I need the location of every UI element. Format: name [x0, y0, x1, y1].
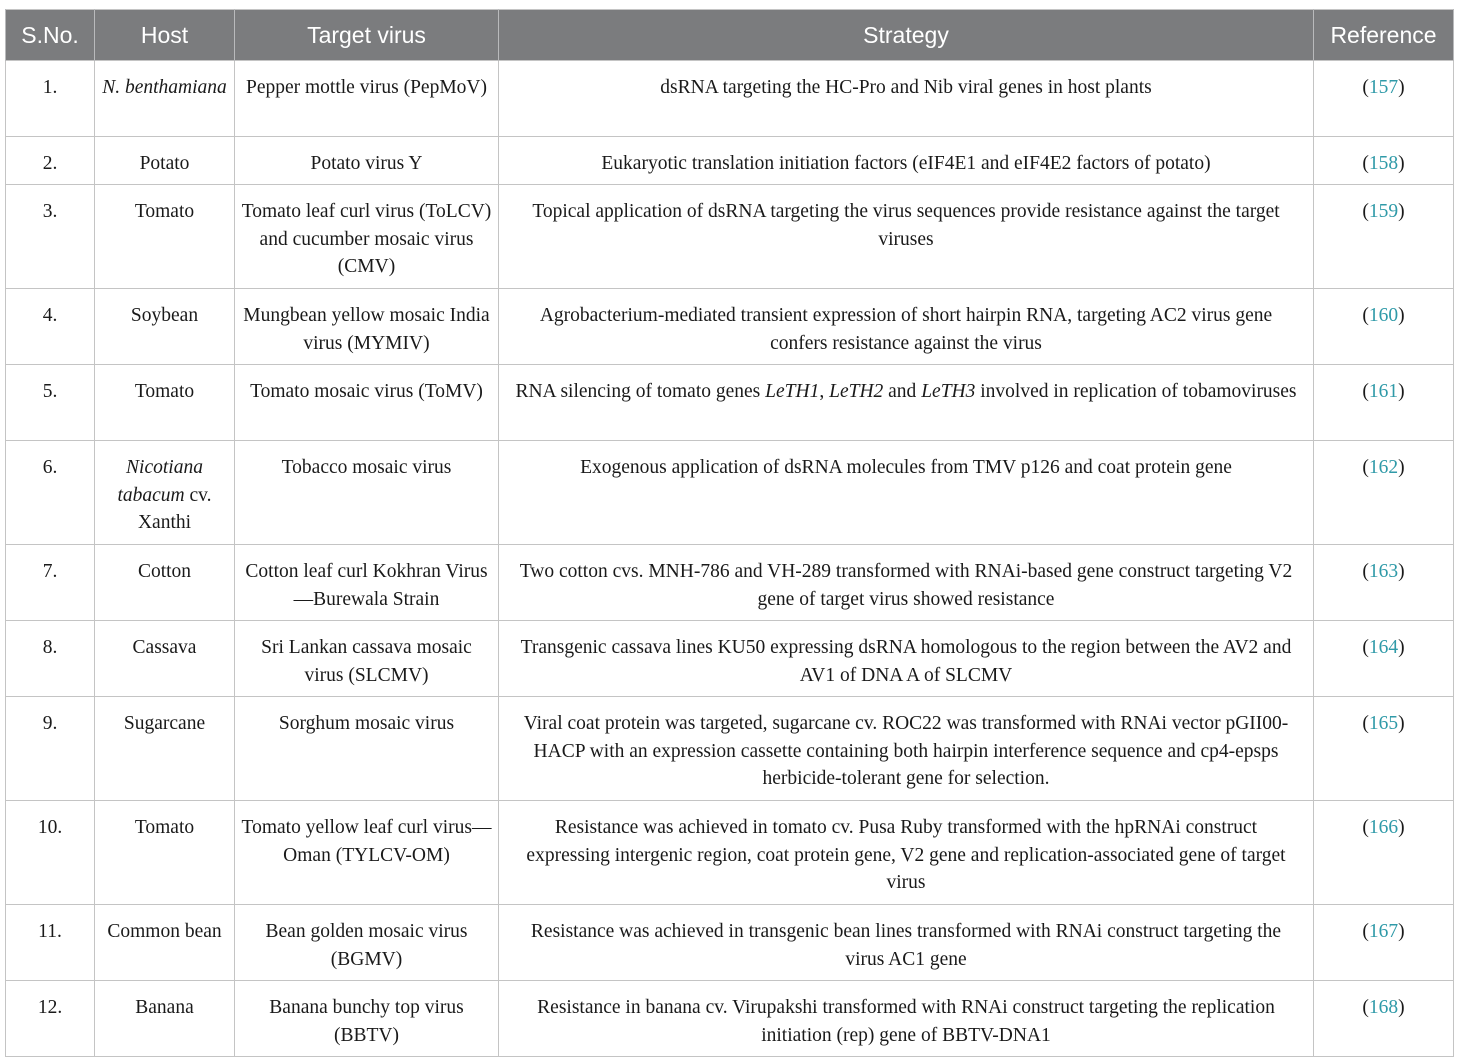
cell-reference: (165) — [1314, 697, 1454, 801]
table-row — [6, 621, 1454, 697]
reference-link[interactable]: 160 — [1368, 305, 1399, 326]
reference-link[interactable]: 167 — [1368, 921, 1399, 942]
cell-reference: (168) — [1314, 981, 1454, 1057]
table-row — [6, 289, 1454, 365]
cell-target-virus: Tomato mosaic virus (ToMV) — [235, 365, 499, 441]
host-italic: N. benthamiana — [102, 77, 227, 98]
reference-link[interactable]: 158 — [1368, 153, 1399, 174]
cell-reference: (160) — [1314, 289, 1454, 365]
cell-target-virus: Potato virus Y — [235, 137, 499, 185]
cell-strategy: Transgenic cassava lines KU50 expressing dsRNA homologous to the region between the AV2 and AV1 of DNA A of SLCMV — [499, 621, 1314, 697]
table-row — [6, 137, 1454, 185]
cell-target-virus: Mungbean yellow mosaic India virus (MYMIV) — [235, 289, 499, 365]
cell-strategy: Eukaryotic translation initiation factors (eIF4E1 and eIF4E2 factors of potato) — [499, 137, 1314, 185]
table-row — [6, 61, 1454, 137]
cell-host: Tomato — [95, 185, 235, 289]
cell-strategy: dsRNA targeting the HC-Pro and Nib viral genes in host plants — [499, 61, 1314, 137]
cell-sno: 3. — [6, 185, 95, 289]
cell-sno: 7. — [6, 545, 95, 621]
table-row — [6, 981, 1454, 1057]
reference-link[interactable]: 166 — [1368, 817, 1399, 838]
cell-reference: (157) — [1314, 61, 1454, 137]
cell-strategy: Two cotton cvs. MNH-786 and VH-289 transformed with RNAi-based gene construct targeting V2 gene of target virus showed resistance — [499, 545, 1314, 621]
reference-link[interactable]: 159 — [1368, 201, 1399, 222]
cell-target-virus: Pepper mottle virus (PepMoV) — [235, 61, 499, 137]
cell-strategy: Resistance in banana cv. Virupakshi transformed with RNAi construct targeting the replication initiation (rep) gene of BBTV-DNA1 — [499, 981, 1314, 1057]
cell-host: Cotton — [95, 545, 235, 621]
cell-sno: 4. — [6, 289, 95, 365]
table-row — [6, 365, 1454, 441]
cell-target-virus: Cotton leaf curl Kokhran Virus—Burewala Strain — [235, 545, 499, 621]
cell-host: Common bean — [95, 905, 235, 981]
cell-host: Cassava — [95, 621, 235, 697]
cell-reference: (158) — [1314, 137, 1454, 185]
reference-link[interactable]: 162 — [1368, 457, 1399, 478]
table-header — [6, 10, 1454, 61]
reference-link[interactable]: 165 — [1368, 713, 1399, 734]
cell-sno: 12. — [6, 981, 95, 1057]
cell-sno: 1. — [6, 61, 95, 137]
cell-strategy: Topical application of dsRNA targeting the virus sequences provide resistance against the target viruses — [499, 185, 1314, 289]
reference-link[interactable]: 157 — [1368, 77, 1399, 98]
cell-sno: 9. — [6, 697, 95, 801]
cell-target-virus: Bean golden mosaic virus (BGMV) — [235, 905, 499, 981]
cell-strategy: Viral coat protein was targeted, sugarcane cv. ROC22 was transformed with RNAi vector pGII00-HACP with an expression cassette containing both hairpin interference sequence and cp4-epsps herbicide-tolerant gene for selection. — [499, 697, 1314, 801]
cell-host: Soybean — [95, 289, 235, 365]
cell-sno: 2. — [6, 137, 95, 185]
cell-strategy: Exogenous application of dsRNA molecules from TMV p126 and coat protein gene — [499, 441, 1314, 545]
table-row — [6, 545, 1454, 621]
reference-link[interactable]: 163 — [1368, 561, 1399, 582]
cell-target-virus: Sorghum mosaic virus — [235, 697, 499, 801]
header-target-virus: Target virus — [235, 10, 499, 61]
cell-host: Nicotiana tabacum cv. Xanthi — [95, 441, 235, 545]
header-reference: Reference — [1314, 10, 1454, 61]
header-strategy: Strategy — [499, 10, 1314, 61]
cell-host: Tomato — [95, 801, 235, 905]
cell-reference: (159) — [1314, 185, 1454, 289]
cell-sno: 5. — [6, 365, 95, 441]
table-body — [6, 61, 1454, 1057]
cell-reference: (161) — [1314, 365, 1454, 441]
reference-link[interactable]: 168 — [1368, 997, 1399, 1018]
table-row — [6, 905, 1454, 981]
reference-link[interactable]: 161 — [1368, 381, 1399, 402]
cell-sno: 11. — [6, 905, 95, 981]
cell-host: Potato — [95, 137, 235, 185]
gene-name: LeTH3 — [921, 381, 976, 402]
gene-name: LeTH2 — [829, 381, 884, 402]
cell-strategy: Resistance was achieved in transgenic bean lines transformed with RNAi construct targeting the virus AC1 gene — [499, 905, 1314, 981]
cell-reference: (162) — [1314, 441, 1454, 545]
cell-target-virus: Sri Lankan cassava mosaic virus (SLCMV) — [235, 621, 499, 697]
cell-reference: (167) — [1314, 905, 1454, 981]
cell-strategy: RNA silencing of tomato genes LeTH1, LeTH2 and LeTH3 involved in replication of tobamoviruses — [499, 365, 1314, 441]
cell-target-virus: Banana bunchy top virus (BBTV) — [235, 981, 499, 1057]
header-sno: S.No. — [6, 10, 95, 61]
table-row — [6, 697, 1454, 801]
host-italic: Nicotiana tabacum — [117, 457, 203, 506]
table-row — [6, 185, 1454, 289]
gene-name: LeTH1 — [765, 381, 820, 402]
cell-target-virus: Tomato leaf curl virus (ToLCV) and cucumber mosaic virus (CMV) — [235, 185, 499, 289]
cell-reference: (164) — [1314, 621, 1454, 697]
cell-strategy: Agrobacterium-mediated transient expression of short hairpin RNA, targeting AC2 virus gene confers resistance against the virus — [499, 289, 1314, 365]
reference-link[interactable]: 164 — [1368, 637, 1399, 658]
cell-sno: 6. — [6, 441, 95, 545]
cell-target-virus: Tomato yellow leaf curl virus—Oman (TYLCV-OM) — [235, 801, 499, 905]
cell-host: Sugarcane — [95, 697, 235, 801]
cell-host — [95, 61, 235, 137]
cell-host: Tomato — [95, 365, 235, 441]
cell-target-virus: Tobacco mosaic virus — [235, 441, 499, 545]
cell-sno: 10. — [6, 801, 95, 905]
table-row — [6, 801, 1454, 905]
cell-reference: (166) — [1314, 801, 1454, 905]
virus-resistance-table — [5, 9, 1454, 1057]
cell-reference: (163) — [1314, 545, 1454, 621]
table-row — [6, 441, 1454, 545]
header-row — [6, 10, 1454, 61]
cell-strategy: Resistance was achieved in tomato cv. Pusa Ruby transformed with the hpRNAi construct expressing intergenic region, coat protein gene, V2 gene and replication-associated gene of target virus — [499, 801, 1314, 905]
cell-host: Banana — [95, 981, 235, 1057]
header-host: Host — [95, 10, 235, 61]
cell-sno: 8. — [6, 621, 95, 697]
